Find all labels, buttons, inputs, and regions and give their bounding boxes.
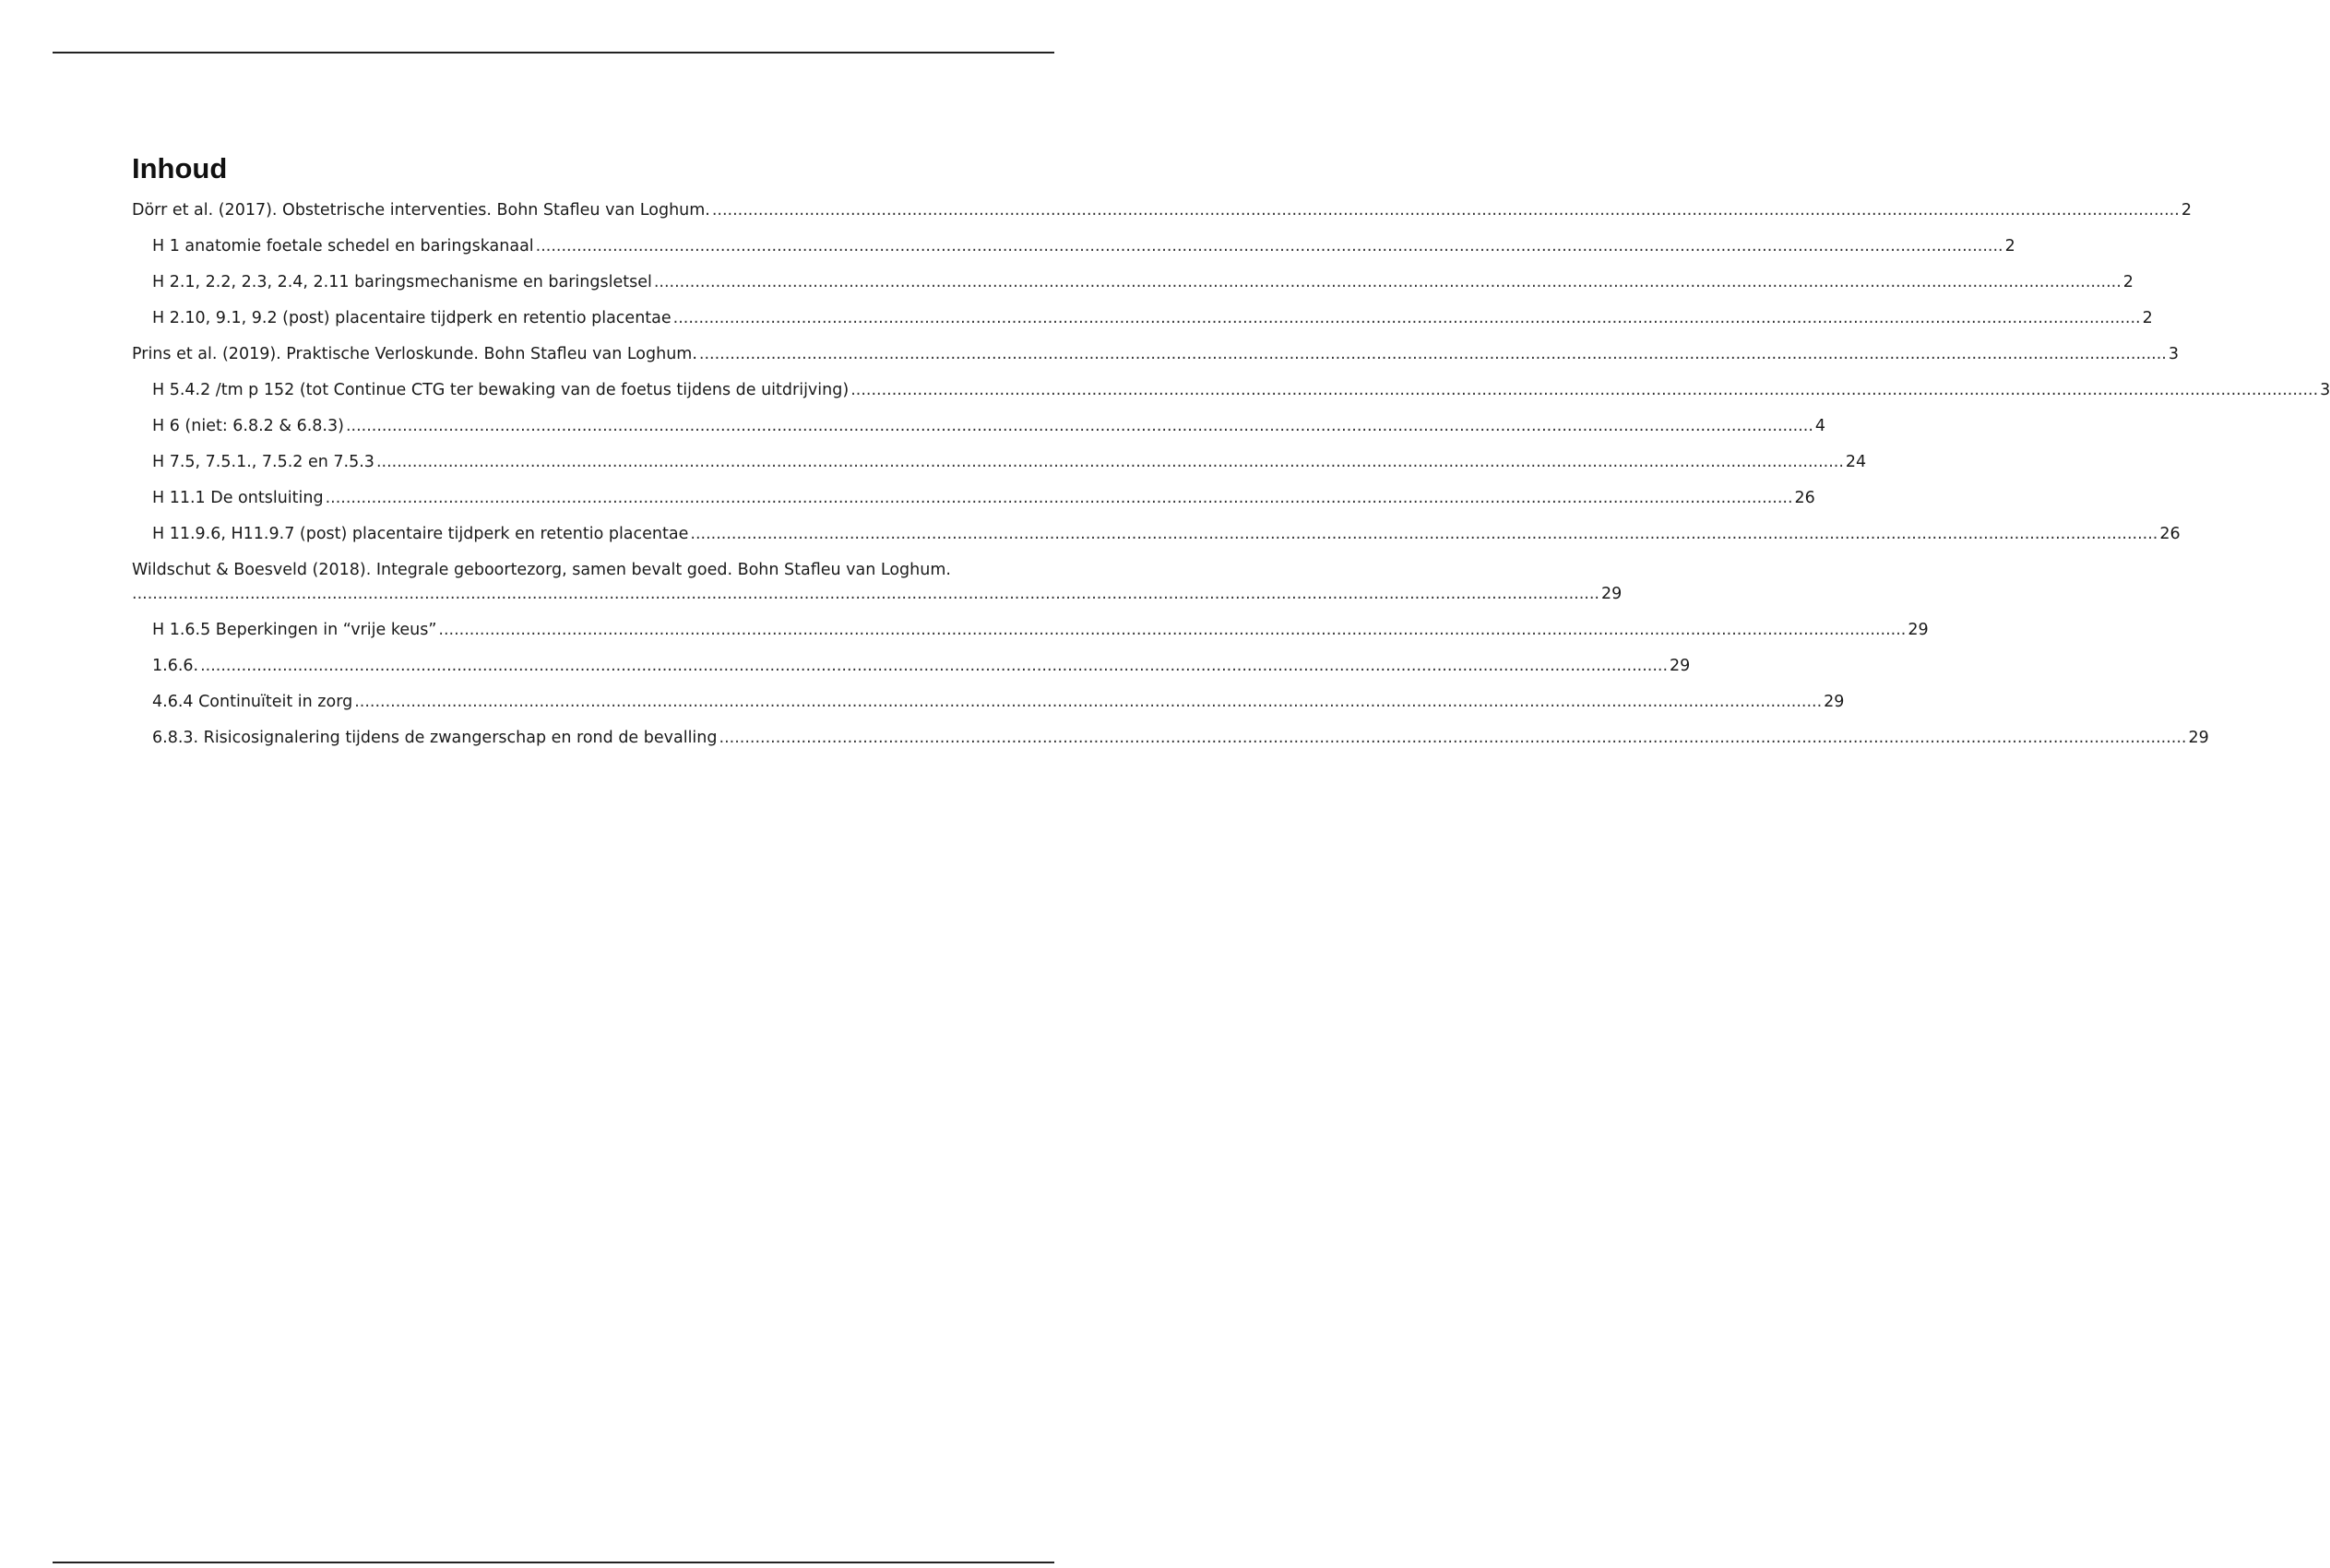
dot-leader (376, 450, 1844, 474)
toc-entry-page: 29 (1670, 657, 1691, 675)
toc-entry[interactable] (132, 618, 1929, 642)
toc-entry-page: 4 (1814, 417, 1826, 435)
toc-entry-page: 29 (2188, 729, 2209, 747)
toc-entry[interactable] (132, 558, 1623, 606)
toc-entry-page: 26 (2159, 525, 2181, 543)
toc-entry-page: 29 (1908, 621, 1929, 639)
toc-entry[interactable] (132, 234, 2015, 258)
toc-title: Inhoud (132, 152, 228, 184)
toc-entry[interactable] (132, 654, 1691, 678)
dot-leader (346, 414, 1813, 438)
toc-entry[interactable] (132, 486, 1815, 510)
toc-entry-text: H 6 (niet: 6.8.2 & 6.8.3) (152, 417, 344, 435)
dot-leader (438, 618, 1906, 642)
toc-entry-text: 1.6.6. (152, 657, 199, 675)
dot-leader (673, 306, 2141, 330)
dot-leader (354, 690, 1822, 714)
toc-entry-page: 3 (2320, 381, 2330, 399)
toc-entry-text: H 7.5, 7.5.1., 7.5.2 en 7.5.3 (152, 453, 374, 471)
dot-leader (200, 654, 1668, 678)
toc-entry[interactable] (132, 378, 2330, 402)
table-of-contents (132, 150, 2330, 762)
toc-entry-text: H 11.9.6, H11.9.7 (post) placentaire tijdperk en retentio placentae (152, 525, 689, 543)
toc-entry-text: 4.6.4 Continuïteit in zorg (152, 693, 353, 711)
toc-entry[interactable] (132, 306, 2153, 330)
toc-entry-page: 29 (1824, 693, 1845, 711)
toc-entry-page: 24 (1845, 453, 1867, 471)
toc-entry-text: H 1 anatomie foetale schedel en baringskanaal (152, 237, 534, 255)
toc-entry-page: 2 (2004, 237, 2015, 255)
toc-entry[interactable] (132, 450, 1867, 474)
toc-entry[interactable] (132, 726, 2209, 750)
toc-entry-page: 2 (2142, 309, 2153, 327)
toc-entry-text: Wildschut & Boesveld (2018). Integrale geboortezorg, samen bevalt goed. Bohn Stafleu van Loghum. (132, 561, 951, 579)
toc-entry[interactable] (132, 522, 2181, 546)
toc-entry-text: Dörr et al. (2017). Obstetrische interventies. Bohn Stafleu van Loghum. (132, 201, 710, 220)
toc-entry[interactable] (132, 198, 2192, 222)
toc-entry-text: 6.8.3. Risicosignalering tijdens de zwangerschap en rond de bevalling (152, 729, 718, 747)
dot-leader (719, 726, 2187, 750)
dot-leader (850, 378, 2318, 402)
toc-entry-page: 2 (2181, 201, 2192, 220)
toc-entry-page: 29 (1600, 585, 1623, 603)
toc-entry[interactable] (132, 414, 1826, 438)
toc-entry-leader-line (132, 582, 1623, 606)
footer-rule (53, 1562, 1054, 1563)
toc-entry-text: H 5.4.2 /tm p 152 (tot Continue CTG ter bewaking van de foetus tijdens de uitdrijving) (152, 381, 850, 399)
toc-entry[interactable] (132, 342, 2179, 366)
toc-entry[interactable] (132, 270, 2134, 294)
toc-entry[interactable] (132, 690, 1845, 714)
toc-entry-text: H 2.1, 2.2, 2.3, 2.4, 2.11 baringsmechanisme en baringsletsel (152, 273, 652, 291)
dot-leader (712, 198, 2180, 222)
toc-entry-page: 26 (1794, 489, 1815, 507)
toc-entry-text: Prins et al. (2019). Praktische Verloskunde. Bohn Stafleu van Loghum. (132, 345, 697, 363)
toc-entry-text: H 11.1 De ontsluiting (152, 489, 324, 507)
toc-entry-page: 3 (2168, 345, 2179, 363)
toc-entry-text: H 1.6.5 Beperkingen in “vrije keus” (152, 621, 437, 639)
toc-entry-text: H 2.10, 9.1, 9.2 (post) placentaire tijdperk en retentio placentae (152, 309, 672, 327)
dot-leader (654, 270, 2122, 294)
dot-leader (326, 486, 1793, 510)
dot-leader (699, 342, 2167, 366)
header-rule (53, 52, 1054, 53)
dot-leader (536, 234, 2003, 258)
toc-entry-page: 2 (2122, 273, 2134, 291)
dot-leader (690, 522, 2158, 546)
dot-leader (132, 582, 1599, 606)
